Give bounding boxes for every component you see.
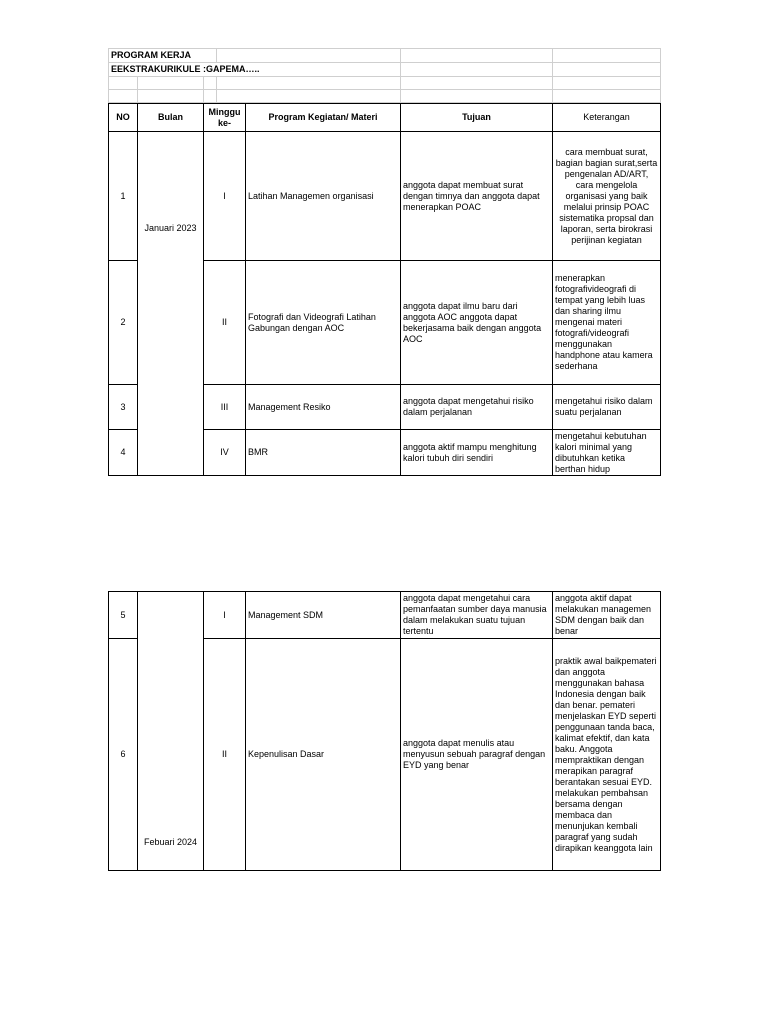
row-no: 2 — [109, 261, 138, 385]
program-table-2 — [108, 591, 661, 871]
month-cell: Febuari 2024 — [138, 592, 204, 871]
row-no: 4 — [109, 430, 138, 476]
col-no-header: NO — [109, 104, 138, 132]
row-keterangan: mengetahui risiko dalam suatu perjalanan — [553, 385, 661, 430]
row-keterangan: anggota aktif dapat melakukan managemen SDM dengan baik dan benar — [553, 592, 661, 639]
row-no: 5 — [109, 592, 138, 639]
row-tujuan: anggota dapat membuat surat dengan timnya dan anggota dapat menerapkan POAC — [401, 132, 553, 261]
table-header-row — [109, 104, 661, 132]
row-program: Latihan Managemen organisasi — [246, 132, 401, 261]
row-minggu: II — [204, 639, 246, 871]
row-program: BMR — [246, 430, 401, 476]
header-grid — [108, 48, 661, 103]
ekstrakurikuler-title: EEKSTRAKURIKULE :GAPEMA….. — [109, 63, 401, 77]
row-program: Fotografi dan Videografi Latihan Gabungan dengan AOC — [246, 261, 401, 385]
row-tujuan: anggota aktif mampu menghitung kalori tubuh diri sendiri — [401, 430, 553, 476]
row-keterangan: praktik awal baikpemateri dan anggota menggunakan bahasa Indonesia dengan baik dan benar. pemateri menjelaskan EYD seperti penggunaan tanda baca, kalimat efektif, dan kata baku. Anggota mempraktikan dengan merapikan paragraf berantakan sesuai EYD. melakukan pembahsan bersama dengan membaca dan menunjukan kembali paragraf yang sudah dirapikan keanggota lain — [553, 639, 661, 871]
row-tujuan: anggota dapat ilmu baru dari anggota AOC anggota dapat bekerjasama baik dengan anggota AOC — [401, 261, 553, 385]
row-minggu: II — [204, 261, 246, 385]
row-minggu: I — [204, 592, 246, 639]
program-table-1 — [108, 103, 661, 476]
row-program: Kepenulisan Dasar — [246, 639, 401, 871]
row-no: 1 — [109, 132, 138, 261]
row-program: Management SDM — [246, 592, 401, 639]
table-row — [109, 592, 661, 639]
row-keterangan: mengetahui kebutuhan kalori minimal yang dibutuhkan ketika berthan hidup — [553, 430, 661, 476]
col-keterangan-header: Keterangan — [553, 104, 661, 132]
row-tujuan: anggota dapat mengetahui cara pemanfaatan sumber daya manusia dalam melakukan suatu tujuan tertentu — [401, 592, 553, 639]
row-keterangan: cara membuat surat, bagian bagian surat,serta pengenalan AD/ART, cara mengelola organisasi yang baik melalui prinsip POAC sistematika propsal dan laporan, serta birokrasi perijinan kegiatan — [553, 132, 661, 261]
col-bulan-header: Bulan — [138, 104, 204, 132]
col-tujuan-header: Tujuan — [401, 104, 553, 132]
row-minggu: III — [204, 385, 246, 430]
col-minggu-header: Minggu ke- — [204, 104, 246, 132]
row-minggu: I — [204, 132, 246, 261]
month-cell: Januari 2023 — [138, 132, 204, 476]
row-keterangan: menerapkan fotografivideografi di tempat yang lebih luas dan sharing ilmu mengenai materi fotografi/videografi menggunakan handphone atau kamera sederhana — [553, 261, 661, 385]
row-no: 3 — [109, 385, 138, 430]
program-kerja-title: PROGRAM KERJA — [109, 49, 217, 63]
row-minggu: IV — [204, 430, 246, 476]
row-tujuan: anggota dapat menulis atau menyusun sebuah paragraf dengan EYD yang benar — [401, 639, 553, 871]
table-row — [109, 132, 661, 261]
row-program: Management Resiko — [246, 385, 401, 430]
row-no: 6 — [109, 639, 138, 871]
row-tujuan: anggota dapat mengetahui risiko dalam perjalanan — [401, 385, 553, 430]
col-program-header: Program Kegiatan/ Materi — [246, 104, 401, 132]
